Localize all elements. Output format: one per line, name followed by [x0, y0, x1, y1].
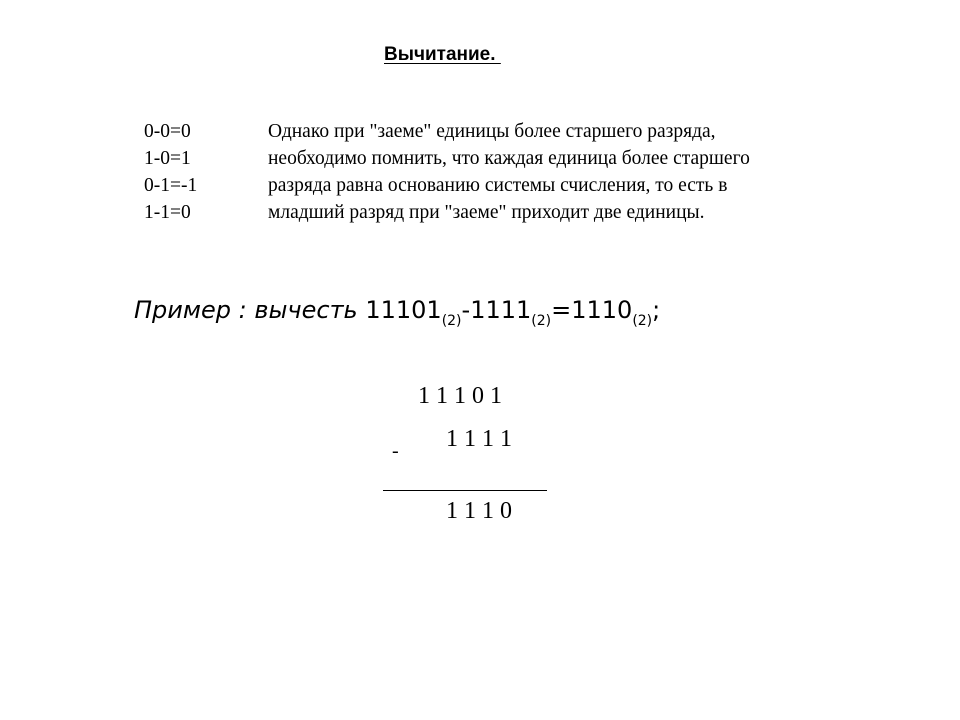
calc-result-row: 1 1 1 0 [446, 498, 512, 524]
calc-minus-sign: - [392, 440, 399, 462]
rule-line: 0-1=-1 [144, 175, 198, 196]
result-base: (2) [632, 313, 653, 329]
binary-subtraction-rules [144, 118, 197, 226]
explanation-line: разряда равна основанию системы счисления, то есть в [268, 175, 728, 196]
example-expression [134, 296, 661, 329]
calc-subtrahend-row: 1 1 1 1 [446, 426, 512, 452]
minuend-base: (2) [441, 313, 462, 329]
example-lead: Пример : вычесть [134, 296, 358, 324]
subtrahend-base: (2) [531, 313, 552, 329]
example-result: 1110 [571, 296, 633, 324]
example-operator: - [461, 296, 471, 324]
calc-minuend-row: 1 1 1 0 1 [418, 383, 502, 409]
rule-line: 0-0=0 [144, 121, 191, 142]
explanation-line: Однако при "заеме" единицы более старшего разряда, [268, 121, 716, 142]
calc-result-line [383, 490, 547, 491]
explanation-line: младший разряд при "заеме" приходит две единицы. [268, 202, 705, 223]
example-end: ; [652, 296, 661, 324]
rule-line: 1-1=0 [144, 202, 191, 223]
borrow-explanation [268, 118, 750, 226]
example-minuend: 11101 [365, 296, 442, 324]
example-subtrahend: 1111 [470, 296, 532, 324]
rule-line: 1-0=1 [144, 148, 191, 169]
page-title: Вычитание. [384, 44, 501, 65]
explanation-line: необходимо помнить, что каждая единица более старшего [268, 148, 750, 169]
example-equals: = [551, 296, 572, 324]
